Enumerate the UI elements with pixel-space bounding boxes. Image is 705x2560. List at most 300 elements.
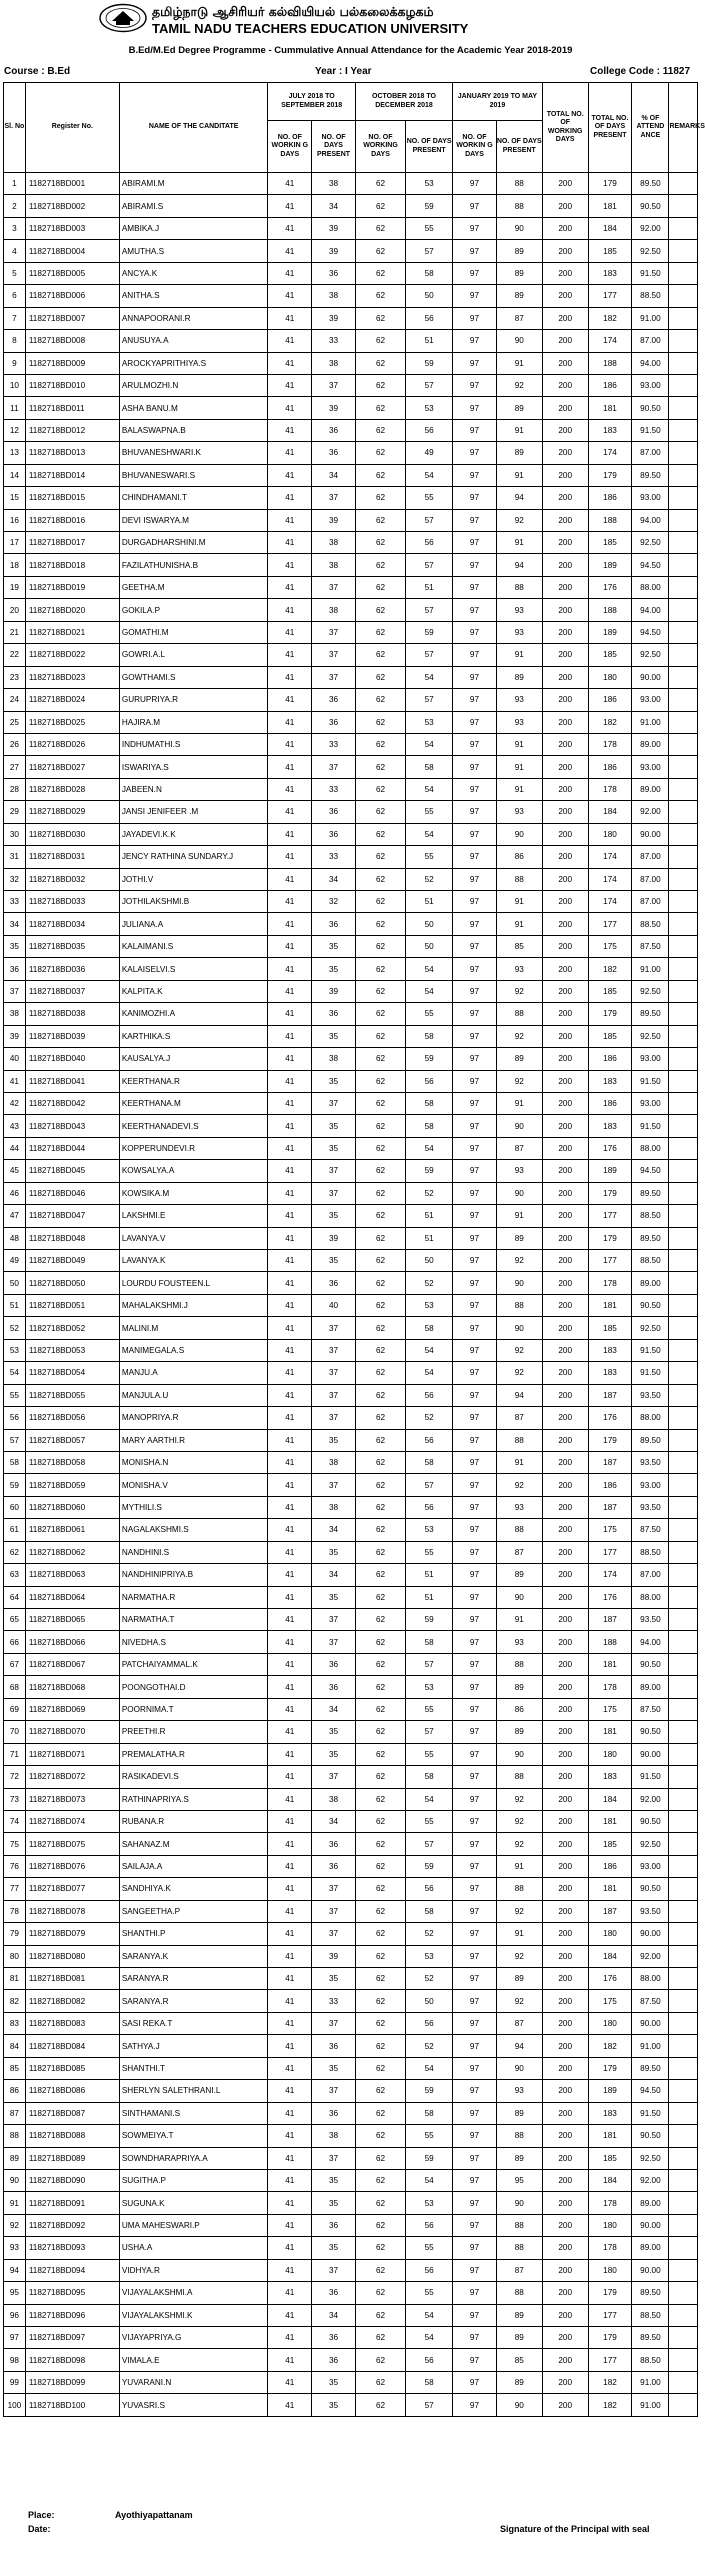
cell-p1-present: 37 [312, 1631, 356, 1653]
cell-p2-present: 55 [406, 1003, 453, 1025]
cell-percent: 89.50 [632, 173, 669, 195]
cell-slno: 63 [4, 1564, 26, 1586]
cell-total-working: 200 [542, 2237, 588, 2259]
cell-total-working: 200 [542, 733, 588, 755]
cell-total-present: 180 [588, 1743, 632, 1765]
cell-p1-working: 41 [268, 1698, 312, 1720]
cell-total-working: 200 [542, 1205, 588, 1227]
cell-p3-working: 97 [453, 419, 497, 441]
cell-total-present: 179 [588, 1003, 632, 1025]
cell-p3-present: 88 [496, 1003, 542, 1025]
cell-register-no: 1182718BD001 [25, 173, 119, 195]
cell-total-working: 200 [542, 2057, 588, 2079]
cell-p3-working: 97 [453, 733, 497, 755]
cell-p1-working: 41 [268, 1407, 312, 1429]
cell-register-no: 1182718BD038 [25, 1003, 119, 1025]
cell-percent: 88.50 [632, 285, 669, 307]
cell-remarks [669, 1339, 698, 1361]
cell-percent: 91.50 [632, 2102, 669, 2124]
cell-p3-present: 89 [496, 1968, 542, 1990]
cell-p2-present: 53 [406, 1945, 453, 1967]
cell-total-working: 200 [542, 1160, 588, 1182]
cell-p3-present: 93 [496, 1631, 542, 1653]
cell-p2-present: 59 [406, 195, 453, 217]
table-row [4, 2282, 698, 2304]
cell-p2-working: 62 [355, 1968, 405, 1990]
cell-p2-present: 49 [406, 442, 453, 464]
cell-total-working: 200 [542, 1339, 588, 1361]
cell-percent: 89.00 [632, 733, 669, 755]
cell-p3-working: 97 [453, 509, 497, 531]
cell-p2-present: 54 [406, 1137, 453, 1159]
cell-total-present: 185 [588, 1025, 632, 1047]
cell-p3-present: 93 [496, 711, 542, 733]
table-row [4, 1362, 698, 1384]
cell-p2-present: 55 [406, 1810, 453, 1832]
cell-slno: 69 [4, 1698, 26, 1720]
cell-total-working: 200 [542, 1384, 588, 1406]
cell-p2-working: 62 [355, 1810, 405, 1832]
cell-p3-working: 97 [453, 1945, 497, 1967]
table-row [4, 2371, 698, 2393]
cell-p3-present: 87 [496, 2259, 542, 2281]
cell-percent: 89.50 [632, 2282, 669, 2304]
cell-p3-present: 91 [496, 1855, 542, 1877]
cell-p2-working: 62 [355, 1003, 405, 1025]
cell-remarks [669, 1227, 698, 1249]
cell-p1-working: 41 [268, 554, 312, 576]
cell-p3-present: 90 [496, 823, 542, 845]
cell-p2-working: 62 [355, 1205, 405, 1227]
cell-p3-present: 92 [496, 1250, 542, 1272]
table-row [4, 1788, 698, 1810]
cell-total-present: 179 [588, 2282, 632, 2304]
cell-name: HAJIRA.M [119, 711, 268, 733]
cell-p3-present: 92 [496, 1833, 542, 1855]
cell-register-no: 1182718BD071 [25, 1743, 119, 1765]
cell-p1-present: 33 [312, 1990, 356, 2012]
document-footer [0, 2510, 701, 2550]
cell-p3-present: 89 [496, 1564, 542, 1586]
cell-p1-working: 41 [268, 1766, 312, 1788]
cell-p3-present: 88 [496, 1519, 542, 1541]
cell-slno: 84 [4, 2035, 26, 2057]
cell-p3-present: 92 [496, 1474, 542, 1496]
table-row [4, 2259, 698, 2281]
cell-p2-working: 62 [355, 1698, 405, 1720]
cell-percent: 87.50 [632, 1990, 669, 2012]
cell-p3-present: 88 [496, 1294, 542, 1316]
cell-register-no: 1182718BD014 [25, 464, 119, 486]
cell-p3-present: 91 [496, 1092, 542, 1114]
cell-register-no: 1182718BD021 [25, 621, 119, 643]
cell-p3-present: 88 [496, 1653, 542, 1675]
cell-p3-working: 97 [453, 2282, 497, 2304]
cell-p1-working: 41 [268, 2125, 312, 2147]
cell-slno: 29 [4, 801, 26, 823]
cell-name: ANNAPOORANI.R [119, 307, 268, 329]
cell-p1-working: 41 [268, 442, 312, 464]
cell-p3-working: 97 [453, 1788, 497, 1810]
cell-p2-present: 53 [406, 397, 453, 419]
cell-total-working: 200 [542, 1564, 588, 1586]
table-row [4, 756, 698, 778]
cell-remarks [669, 935, 698, 957]
table-row [4, 913, 698, 935]
cell-total-present: 182 [588, 2394, 632, 2416]
cell-register-no: 1182718BD087 [25, 2102, 119, 2124]
cell-p3-present: 91 [496, 1923, 542, 1945]
table-row [4, 262, 698, 284]
cell-p3-present: 94 [496, 2035, 542, 2057]
cell-p2-working: 62 [355, 576, 405, 598]
cell-p3-present: 93 [496, 621, 542, 643]
cell-register-no: 1182718BD026 [25, 733, 119, 755]
cell-p1-present: 37 [312, 1878, 356, 1900]
table-row [4, 733, 698, 755]
cell-total-working: 200 [542, 846, 588, 868]
document-header [0, 0, 701, 64]
cell-p2-present: 58 [406, 1115, 453, 1137]
cell-remarks [669, 2147, 698, 2169]
cell-p1-working: 41 [268, 733, 312, 755]
cell-register-no: 1182718BD043 [25, 1115, 119, 1137]
cell-p3-working: 97 [453, 307, 497, 329]
cell-slno: 54 [4, 1362, 26, 1384]
cell-p3-working: 97 [453, 2237, 497, 2259]
table-row [4, 1766, 698, 1788]
cell-p2-working: 62 [355, 2035, 405, 2057]
cell-total-working: 200 [542, 689, 588, 711]
cell-p3-present: 92 [496, 980, 542, 1002]
cell-slno: 4 [4, 240, 26, 262]
cell-slno: 41 [4, 1070, 26, 1092]
cell-p2-working: 62 [355, 397, 405, 419]
cell-register-no: 1182718BD059 [25, 1474, 119, 1496]
table-row [4, 1968, 698, 1990]
cell-remarks [669, 419, 698, 441]
cell-p3-present: 93 [496, 1160, 542, 1182]
table-row [4, 1115, 698, 1137]
cell-name: GURUPRIYA.R [119, 689, 268, 711]
cell-total-working: 200 [542, 1474, 588, 1496]
cell-slno: 14 [4, 464, 26, 486]
cell-remarks [669, 2192, 698, 2214]
cell-percent: 91.50 [632, 1070, 669, 1092]
cell-p1-working: 41 [268, 1878, 312, 1900]
cell-name: SAHANAZ.M [119, 1833, 268, 1855]
cell-p2-present: 57 [406, 644, 453, 666]
cell-register-no: 1182718BD070 [25, 1721, 119, 1743]
table-row [4, 330, 698, 352]
cell-p1-working: 41 [268, 1474, 312, 1496]
cell-register-no: 1182718BD073 [25, 1788, 119, 1810]
cell-p3-working: 97 [453, 1743, 497, 1765]
cell-p1-present: 35 [312, 1070, 356, 1092]
cell-total-working: 200 [542, 1968, 588, 1990]
cell-total-working: 200 [542, 1810, 588, 1832]
cell-total-working: 200 [542, 1137, 588, 1159]
cell-p2-present: 57 [406, 554, 453, 576]
cell-total-present: 188 [588, 1631, 632, 1653]
cell-p1-present: 35 [312, 1429, 356, 1451]
cell-slno: 32 [4, 868, 26, 890]
cell-total-present: 179 [588, 1182, 632, 1204]
cell-p3-present: 92 [496, 1945, 542, 1967]
cell-slno: 48 [4, 1227, 26, 1249]
cell-p2-present: 55 [406, 2237, 453, 2259]
table-row [4, 1923, 698, 1945]
cell-p3-present: 89 [496, 1048, 542, 1070]
cell-register-no: 1182718BD067 [25, 1653, 119, 1675]
cell-p1-present: 34 [312, 464, 356, 486]
cell-p1-present: 35 [312, 1541, 356, 1563]
cell-remarks [669, 980, 698, 1002]
cell-total-working: 200 [542, 756, 588, 778]
cell-total-present: 187 [588, 1496, 632, 1518]
cell-percent: 93.00 [632, 1048, 669, 1070]
col-candidate-name: NAME OF THE CANDITATE [119, 83, 268, 173]
cell-p1-present: 38 [312, 352, 356, 374]
cell-p2-working: 62 [355, 1519, 405, 1541]
table-row [4, 1474, 698, 1496]
cell-name: JOTHI.V [119, 868, 268, 890]
cell-p1-working: 41 [268, 2327, 312, 2349]
cell-p2-working: 62 [355, 1855, 405, 1877]
cell-name: GOKILA.P [119, 599, 268, 621]
cell-p2-present: 56 [406, 419, 453, 441]
cell-slno: 57 [4, 1429, 26, 1451]
cell-p2-present: 55 [406, 1743, 453, 1765]
cell-total-present: 183 [588, 2102, 632, 2124]
cell-name: AMUTHA.S [119, 240, 268, 262]
cell-slno: 25 [4, 711, 26, 733]
cell-p2-present: 58 [406, 262, 453, 284]
cell-p1-working: 41 [268, 1451, 312, 1473]
cell-total-present: 177 [588, 2349, 632, 2371]
table-row [4, 2147, 698, 2169]
cell-p1-present: 36 [312, 711, 356, 733]
cell-total-working: 200 [542, 644, 588, 666]
cell-p3-working: 97 [453, 1900, 497, 1922]
cell-p3-present: 86 [496, 1698, 542, 1720]
cell-total-present: 182 [588, 307, 632, 329]
cell-p3-present: 87 [496, 1137, 542, 1159]
cell-percent: 92.50 [632, 644, 669, 666]
cell-name: SINTHAMANI.S [119, 2102, 268, 2124]
cell-name: ABIRAMI.M [119, 173, 268, 195]
cell-percent: 89.00 [632, 2237, 669, 2259]
cell-remarks [669, 2327, 698, 2349]
cell-p1-present: 35 [312, 2394, 356, 2416]
cell-total-present: 179 [588, 2057, 632, 2079]
cell-register-no: 1182718BD054 [25, 1362, 119, 1384]
table-row [4, 2304, 698, 2326]
cell-p2-present: 51 [406, 891, 453, 913]
cell-total-present: 181 [588, 1878, 632, 1900]
cell-register-no: 1182718BD037 [25, 980, 119, 1002]
cell-p3-present: 92 [496, 509, 542, 531]
cell-p2-working: 62 [355, 1788, 405, 1810]
cell-total-present: 186 [588, 1855, 632, 1877]
cell-p3-working: 97 [453, 1137, 497, 1159]
cell-register-no: 1182718BD081 [25, 1968, 119, 1990]
cell-register-no: 1182718BD022 [25, 644, 119, 666]
cell-p3-present: 92 [496, 1362, 542, 1384]
cell-slno: 38 [4, 1003, 26, 1025]
cell-register-no: 1182718BD035 [25, 935, 119, 957]
cell-remarks [669, 509, 698, 531]
cell-total-present: 182 [588, 958, 632, 980]
table-row [4, 1990, 698, 2012]
cell-p1-working: 41 [268, 330, 312, 352]
cell-p1-working: 41 [268, 891, 312, 913]
cell-p2-present: 59 [406, 1855, 453, 1877]
cell-slno: 42 [4, 1092, 26, 1114]
cell-remarks [669, 1564, 698, 1586]
cell-p3-working: 97 [453, 689, 497, 711]
cell-register-no: 1182718BD003 [25, 217, 119, 239]
cell-percent: 88.50 [632, 1250, 669, 1272]
cell-name: VIJAYALAKSHMI.K [119, 2304, 268, 2326]
cell-p3-present: 89 [496, 666, 542, 688]
cell-slno: 43 [4, 1115, 26, 1137]
cell-total-present: 174 [588, 442, 632, 464]
cell-remarks [669, 621, 698, 643]
cell-p2-working: 62 [355, 1496, 405, 1518]
cell-total-working: 200 [542, 1048, 588, 1070]
cell-p1-working: 41 [268, 1900, 312, 1922]
cell-p2-present: 58 [406, 756, 453, 778]
cell-p2-present: 57 [406, 599, 453, 621]
cell-total-present: 180 [588, 823, 632, 845]
cell-percent: 94.00 [632, 352, 669, 374]
cell-register-no: 1182718BD029 [25, 801, 119, 823]
cell-name: KARTHIKA.S [119, 1025, 268, 1047]
cell-register-no: 1182718BD061 [25, 1519, 119, 1541]
year-label: Year : I Year [315, 66, 372, 77]
cell-register-no: 1182718BD090 [25, 2169, 119, 2191]
cell-total-working: 200 [542, 1878, 588, 1900]
cell-p2-working: 62 [355, 621, 405, 643]
cell-p1-present: 35 [312, 1025, 356, 1047]
cell-total-working: 200 [542, 352, 588, 374]
cell-percent: 92.50 [632, 1317, 669, 1339]
cell-p1-working: 41 [268, 2080, 312, 2102]
cell-p2-present: 56 [406, 2214, 453, 2236]
cell-percent: 90.50 [632, 1721, 669, 1743]
cell-p2-working: 62 [355, 2349, 405, 2371]
cell-p1-working: 41 [268, 868, 312, 890]
cell-slno: 100 [4, 2394, 26, 2416]
cell-remarks [669, 689, 698, 711]
cell-total-working: 200 [542, 935, 588, 957]
cell-p3-present: 90 [496, 1115, 542, 1137]
cell-p3-present: 88 [496, 1429, 542, 1451]
cell-p3-present: 92 [496, 1900, 542, 1922]
cell-p1-present: 34 [312, 1519, 356, 1541]
cell-total-working: 200 [542, 1362, 588, 1384]
cell-remarks [669, 1833, 698, 1855]
cell-name: MONISHA.N [119, 1451, 268, 1473]
cell-register-no: 1182718BD060 [25, 1496, 119, 1518]
table-row [4, 778, 698, 800]
cell-p3-present: 88 [496, 2214, 542, 2236]
cell-p3-working: 97 [453, 1294, 497, 1316]
cell-register-no: 1182718BD019 [25, 576, 119, 598]
cell-p1-working: 41 [268, 980, 312, 1002]
cell-total-working: 200 [542, 1272, 588, 1294]
cell-p3-working: 97 [453, 801, 497, 823]
cell-name: SARANYA.R [119, 1990, 268, 2012]
cell-p3-present: 94 [496, 554, 542, 576]
cell-total-working: 200 [542, 442, 588, 464]
cell-p3-present: 85 [496, 935, 542, 957]
cell-slno: 7 [4, 307, 26, 329]
cell-total-present: 177 [588, 2304, 632, 2326]
cell-slno: 56 [4, 1407, 26, 1429]
cell-p2-working: 62 [355, 307, 405, 329]
cell-p1-working: 41 [268, 2035, 312, 2057]
cell-remarks [669, 733, 698, 755]
cell-name: PATCHAIYAMMAL.K [119, 1653, 268, 1675]
cell-p1-present: 39 [312, 1945, 356, 1967]
cell-total-present: 181 [588, 1721, 632, 1743]
cell-total-working: 200 [542, 419, 588, 441]
cell-slno: 95 [4, 2282, 26, 2304]
cell-percent: 92.50 [632, 1025, 669, 1047]
cell-p1-present: 38 [312, 1496, 356, 1518]
cell-name: UMA MAHESWARI.P [119, 2214, 268, 2236]
table-row [4, 1384, 698, 1406]
cell-name: VIJAYAPRIYA.G [119, 2327, 268, 2349]
cell-p2-present: 54 [406, 958, 453, 980]
cell-p3-present: 91 [496, 733, 542, 755]
cell-register-no: 1182718BD089 [25, 2147, 119, 2169]
cell-total-working: 200 [542, 1250, 588, 1272]
table-row [4, 2169, 698, 2191]
cell-p1-present: 40 [312, 1294, 356, 1316]
cell-p2-present: 52 [406, 1182, 453, 1204]
cell-slno: 16 [4, 509, 26, 531]
cell-p2-working: 62 [355, 958, 405, 980]
cell-p3-working: 97 [453, 1272, 497, 1294]
cell-p1-present: 33 [312, 733, 356, 755]
cell-total-present: 177 [588, 1250, 632, 1272]
course-label: Course : B.Ed [4, 66, 71, 77]
cell-p2-present: 51 [406, 330, 453, 352]
cell-p1-working: 41 [268, 1115, 312, 1137]
cell-total-present: 180 [588, 2259, 632, 2281]
cell-p1-present: 38 [312, 599, 356, 621]
cell-percent: 93.00 [632, 487, 669, 509]
cell-register-no: 1182718BD052 [25, 1317, 119, 1339]
cell-p3-present: 88 [496, 868, 542, 890]
cell-percent: 93.50 [632, 1496, 669, 1518]
cell-remarks [669, 868, 698, 890]
cell-percent: 89.50 [632, 1182, 669, 1204]
cell-p3-present: 87 [496, 1541, 542, 1563]
cell-slno: 94 [4, 2259, 26, 2281]
cell-p3-present: 90 [496, 1317, 542, 1339]
cell-name: SANDHIYA.K [119, 1878, 268, 1900]
cell-p2-present: 52 [406, 1272, 453, 1294]
cell-remarks [669, 1900, 698, 1922]
cell-p3-working: 97 [453, 1676, 497, 1698]
cell-p3-present: 89 [496, 397, 542, 419]
cell-percent: 91.00 [632, 2371, 669, 2393]
cell-p2-working: 62 [355, 935, 405, 957]
